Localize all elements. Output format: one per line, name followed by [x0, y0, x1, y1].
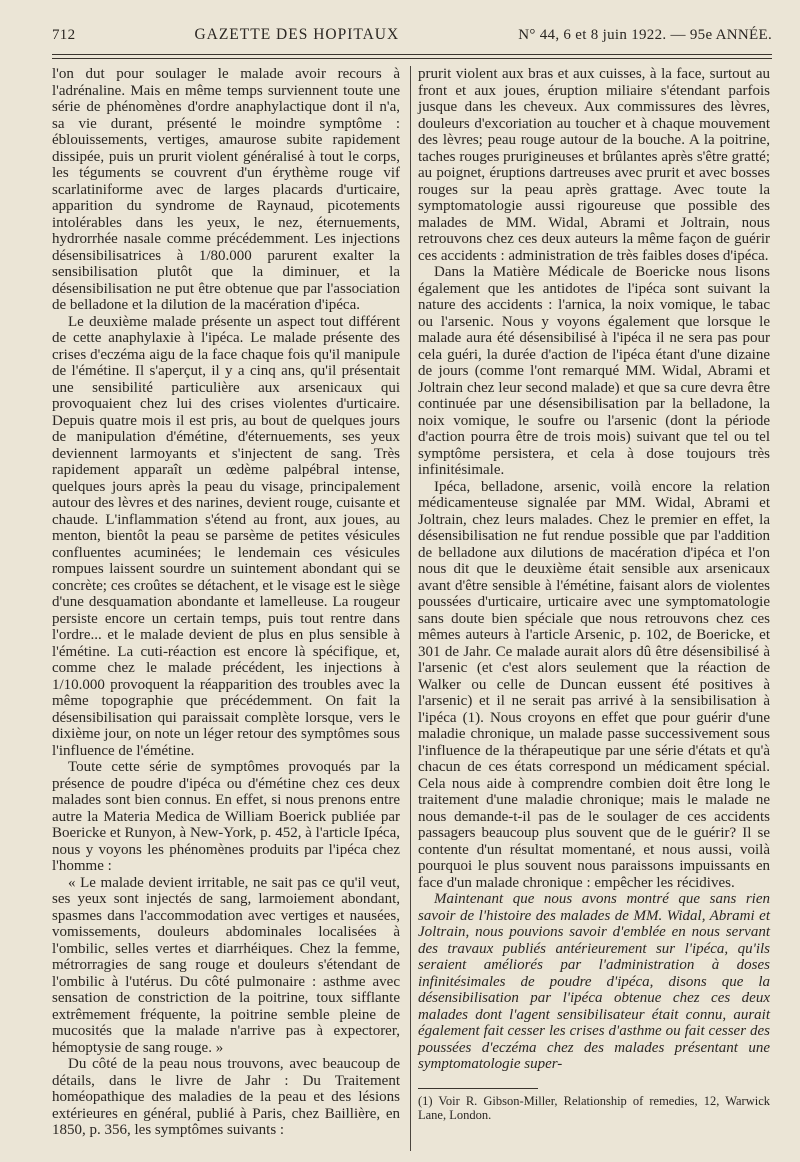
paragraph: Ipéca, belladone, arsenic, voilà encore la relation médicamenteuse signalée par MM. Widal, Abrami et Joltrain, chez leurs malades. Chez le premier en effet, la désensibilisation ne fut rendue possible que par l'addition de belladone aux dilutions de macération d'ipéca et l'on nous dit que le deuxième était sensible aux arsenicaux avant d'être sensible à l'émétine, faisant alors de violentes poussées d'urticaire, urticaire avec une symptomatologie sans doute bien spéciale que nous retrouvons chez ces mêmes auteurs à l'article Arsenic, p. 102, de Boericke, et 301 de Jahr. Ce malade aurait alors dû être désensibilisé à l'arsenic (et c'est alors seulement que la réaction de Walker ou celle de Duncan eussent été positives à l'arsenic) et il ne serait pas arrivé à la sensibilisation à l'ipéca (1). Nous croyons en effet que pour guérir d'une maladie chronique, un malade passe successivement sous l'influence de la thérapeutique par une série d'états et qu'à chacun de ces états correspond un médicament spécial. Cela nous aide à comprendre combien doit être long le traitement d'une maladie chronique; mais le malade ne nous demande-t-il pas de le soulager de ces accidents passagers beaucoup plus souvent que de le guérir? Il se contente d'un résultat momentané, et nous aussi, voilà pourquoi le plus souvent nous paraissons impuissants en face d'un malade chronique : empêcher les récidives.: [418, 478, 770, 891]
page-number: 712: [52, 27, 76, 43]
footnote: (1) Voir R. Gibson-Miller, Relationship of remedies, 12, Warwick Lane, London.: [418, 1094, 770, 1122]
paragraph: Du côté de la peau nous trouvons, avec beaucoup de détails, dans le livre de Jahr : Du Traitement homéopathique des maladies de la peau et des lésions extérieures en général, publié à Paris, chez Baillière, en 1850, p. 356, les symptômes suivants :: [52, 1056, 400, 1138]
page-header: [52, 26, 772, 48]
italic-paragraph: [418, 891, 770, 1073]
journal-title: GAZETTE DES HOPITAUX: [194, 26, 400, 43]
paragraph: Le deuxième malade présente un aspect tout différent de cette anaphylaxie à l'ipéca. Le malade présente des crises d'eczéma aigu de la face chaque fois qu'il manipule de l'émétine. Il s'aperçut, il y a cinq ans, qu'il présentait une sensibilité particulière aux arsenicaux qui provoquaient chez lui des crises violentes d'urticaire. Depuis quatre mois il est pris, au bout de quelques jours de manipulation d'émétine, d'éternuements, ses yeux deviennent larmoyants et s'injectent de sang. Très rapidement apparaît un œdème palpébral intense, quelques jours après la peau du visage, principalement autour des lèvres et des narines, devient rouge, cuisante et chaude. L'inflammation s'étend au front, aux joues, au menton, bientôt la peau se parsème de petites vésicules confluentes acuminées; le lendemain ces vésicules rompues laissent sourdre un suintement abondant qui se concrète; ces croûtes se détachent, et le visage est le siège d'une desquamation abondante et lamelleuse. La rougeur persiste encore un certain temps, puis tout rentre dans l'ordre... et le malade devient de plus en plus sensible à l'émétine. La cuti-réaction est encore là spécifique, et, comme chez le malade précédent, les injections à 1/10.000 provoquent la réapparition des troubles avec la même topographie que précédemment. On fait la désensibilisation qui paraissait complète lorsque, vers le dixième jour, on note un léger retour des symptômes sous l'influence de l'émétine.: [52, 313, 400, 759]
paragraph: Toute cette série de symptômes provoqués par la présence de poudre d'ipéca ou d'émétine chez ces deux malades sont bien connus. En effet, si nous prenons entre autre la Materia Medica de William Boerick publiée par Boericke et Runyon, à New-York, p. 452, à l'article Ipéca, nous y voyons les phénomènes produits par l'ipéca chez l'homme :: [52, 759, 400, 874]
paragraph: prurit violent aux bras et aux cuisses, à la face, surtout au front et aux joues, éruption miliaire s'étendant parfois jusque dans les cheveux. Aux commissures des lèvres, douleurs d'excoriation au toucher et à chaque mouvement des lèvres; peau rouge autour de la bouche. A la poitrine, taches rouges prurigineuses et brûlantes après s'être gratté; au poignet, éruptions dartreuses avec prurit et avec bosses rouges sur la peau après grattage. Avec toute la symptomatologie aussi rigoureuse que possible des malades de MM. Widal, Abrami et Joltrain, nous retrouvons chez ces deux auteurs la même façon de guérir ces accidents : administration de très faibles doses d'ipéca.: [418, 66, 770, 264]
header-rule-thin: [52, 58, 772, 59]
quote-paragraph: « Le malade devient irritable, ne sait pas ce qu'il veut, ses yeux sont injectés de sang, larmoiement abondant, spasmes dans l'accommodation avec vertiges et nausées, vomissements, douleurs abdominales localisées à l'ombilic, selles vertes et diarrhéiques. Chez la femme, métrorragies de sang rouge et douleurs s'étendant de l'ombilic à l'utérus. Du côté pulmonaire : asthme avec sensation de constriction de la poitrine, toux sifflante extrêmement fréquente, la poitrine semble pleine de mucosités que la malade n'arrive pas à expectorer, hémoptysie de sang rouge. »: [52, 874, 400, 1056]
footnote-rule: [418, 1088, 538, 1089]
header-rule-thick: [52, 54, 772, 55]
left-column: [52, 66, 400, 1139]
paragraph: Dans la Matière Médicale de Boericke nous lisons également que les antidotes de l'ipéca sont suivant la nature des accidents : l'arnica, la noix vomique, le tabac ou l'arsenic. Nous y voyons également que lorsque le malade aura été désensibilisé à l'ipéca il ne sera pas pour cela guéri, la durée d'action de l'ipéca étant d'une dizaine de jours (comme l'ont remarqué MM. Widal, Abrami et Joltrain chez leur second malade) et que sa cure devra être continuée par une désensibilisation par la belladone, la noix vomique, le soufre ou l'arsenic (dont la période d'action pourra être de trois mois) suivant que tel ou tel symptôme persistera, et cela à dose toujours très infinitésimale.: [418, 264, 770, 478]
issue-info: N° 44, 6 et 8 juin 1922. — 95e ANNÉE.: [518, 27, 772, 43]
right-column: [418, 66, 770, 1073]
italic-text: Maintenant que nous avons montré que sans rien savoir de l'histoire des malades de MM. Widal, Abrami et Joltrain, nous pouvions savoir d'emblée en nous servant des travaux publiés antérieurement sur l'ipéca, qu'ils seraient améliorés par l'administration à doses infinitésimales de poudre d'ipéca, disons que la désensibilisation par l'ipéca obtenue chez ces deux malades dont l'agent sensibilisateur était connu, aurait également fait cesser les crises d'asthme ou fait cesser des poussées d'eczéma chez des malades présentant une symptomatologie super-: [418, 891, 770, 1072]
column-divider: [410, 66, 411, 1151]
paragraph: l'on dut pour soulager le malade avoir recours à l'adrénaline. Mais en même temps surviennent toute une série de phénomènes d'ordre anaphylactique dont il n'a, sa vie durant, présenté le moindre symptôme : éblouissements, vertiges, amaurose subite rapidement dissipée, puis un prurit violent généralisé à tout le corps, les téguments se couvrent d'un érythème rouge vif scarlatiniforme avec de larges placards d'urticaire, apparition du syndrome de Raynaud, picotements intolérables dans les yeux, le nez, éternuements, hydrorrhée nasale comme précédemment. Les injections désensibilisatrices à 1/80.000 parurent exalter la sensibilisation plutôt que la diminuer, et la désensibilisation ne put être obtenue que par l'association de belladone et la dilution de la macération d'ipéca.: [52, 66, 400, 313]
